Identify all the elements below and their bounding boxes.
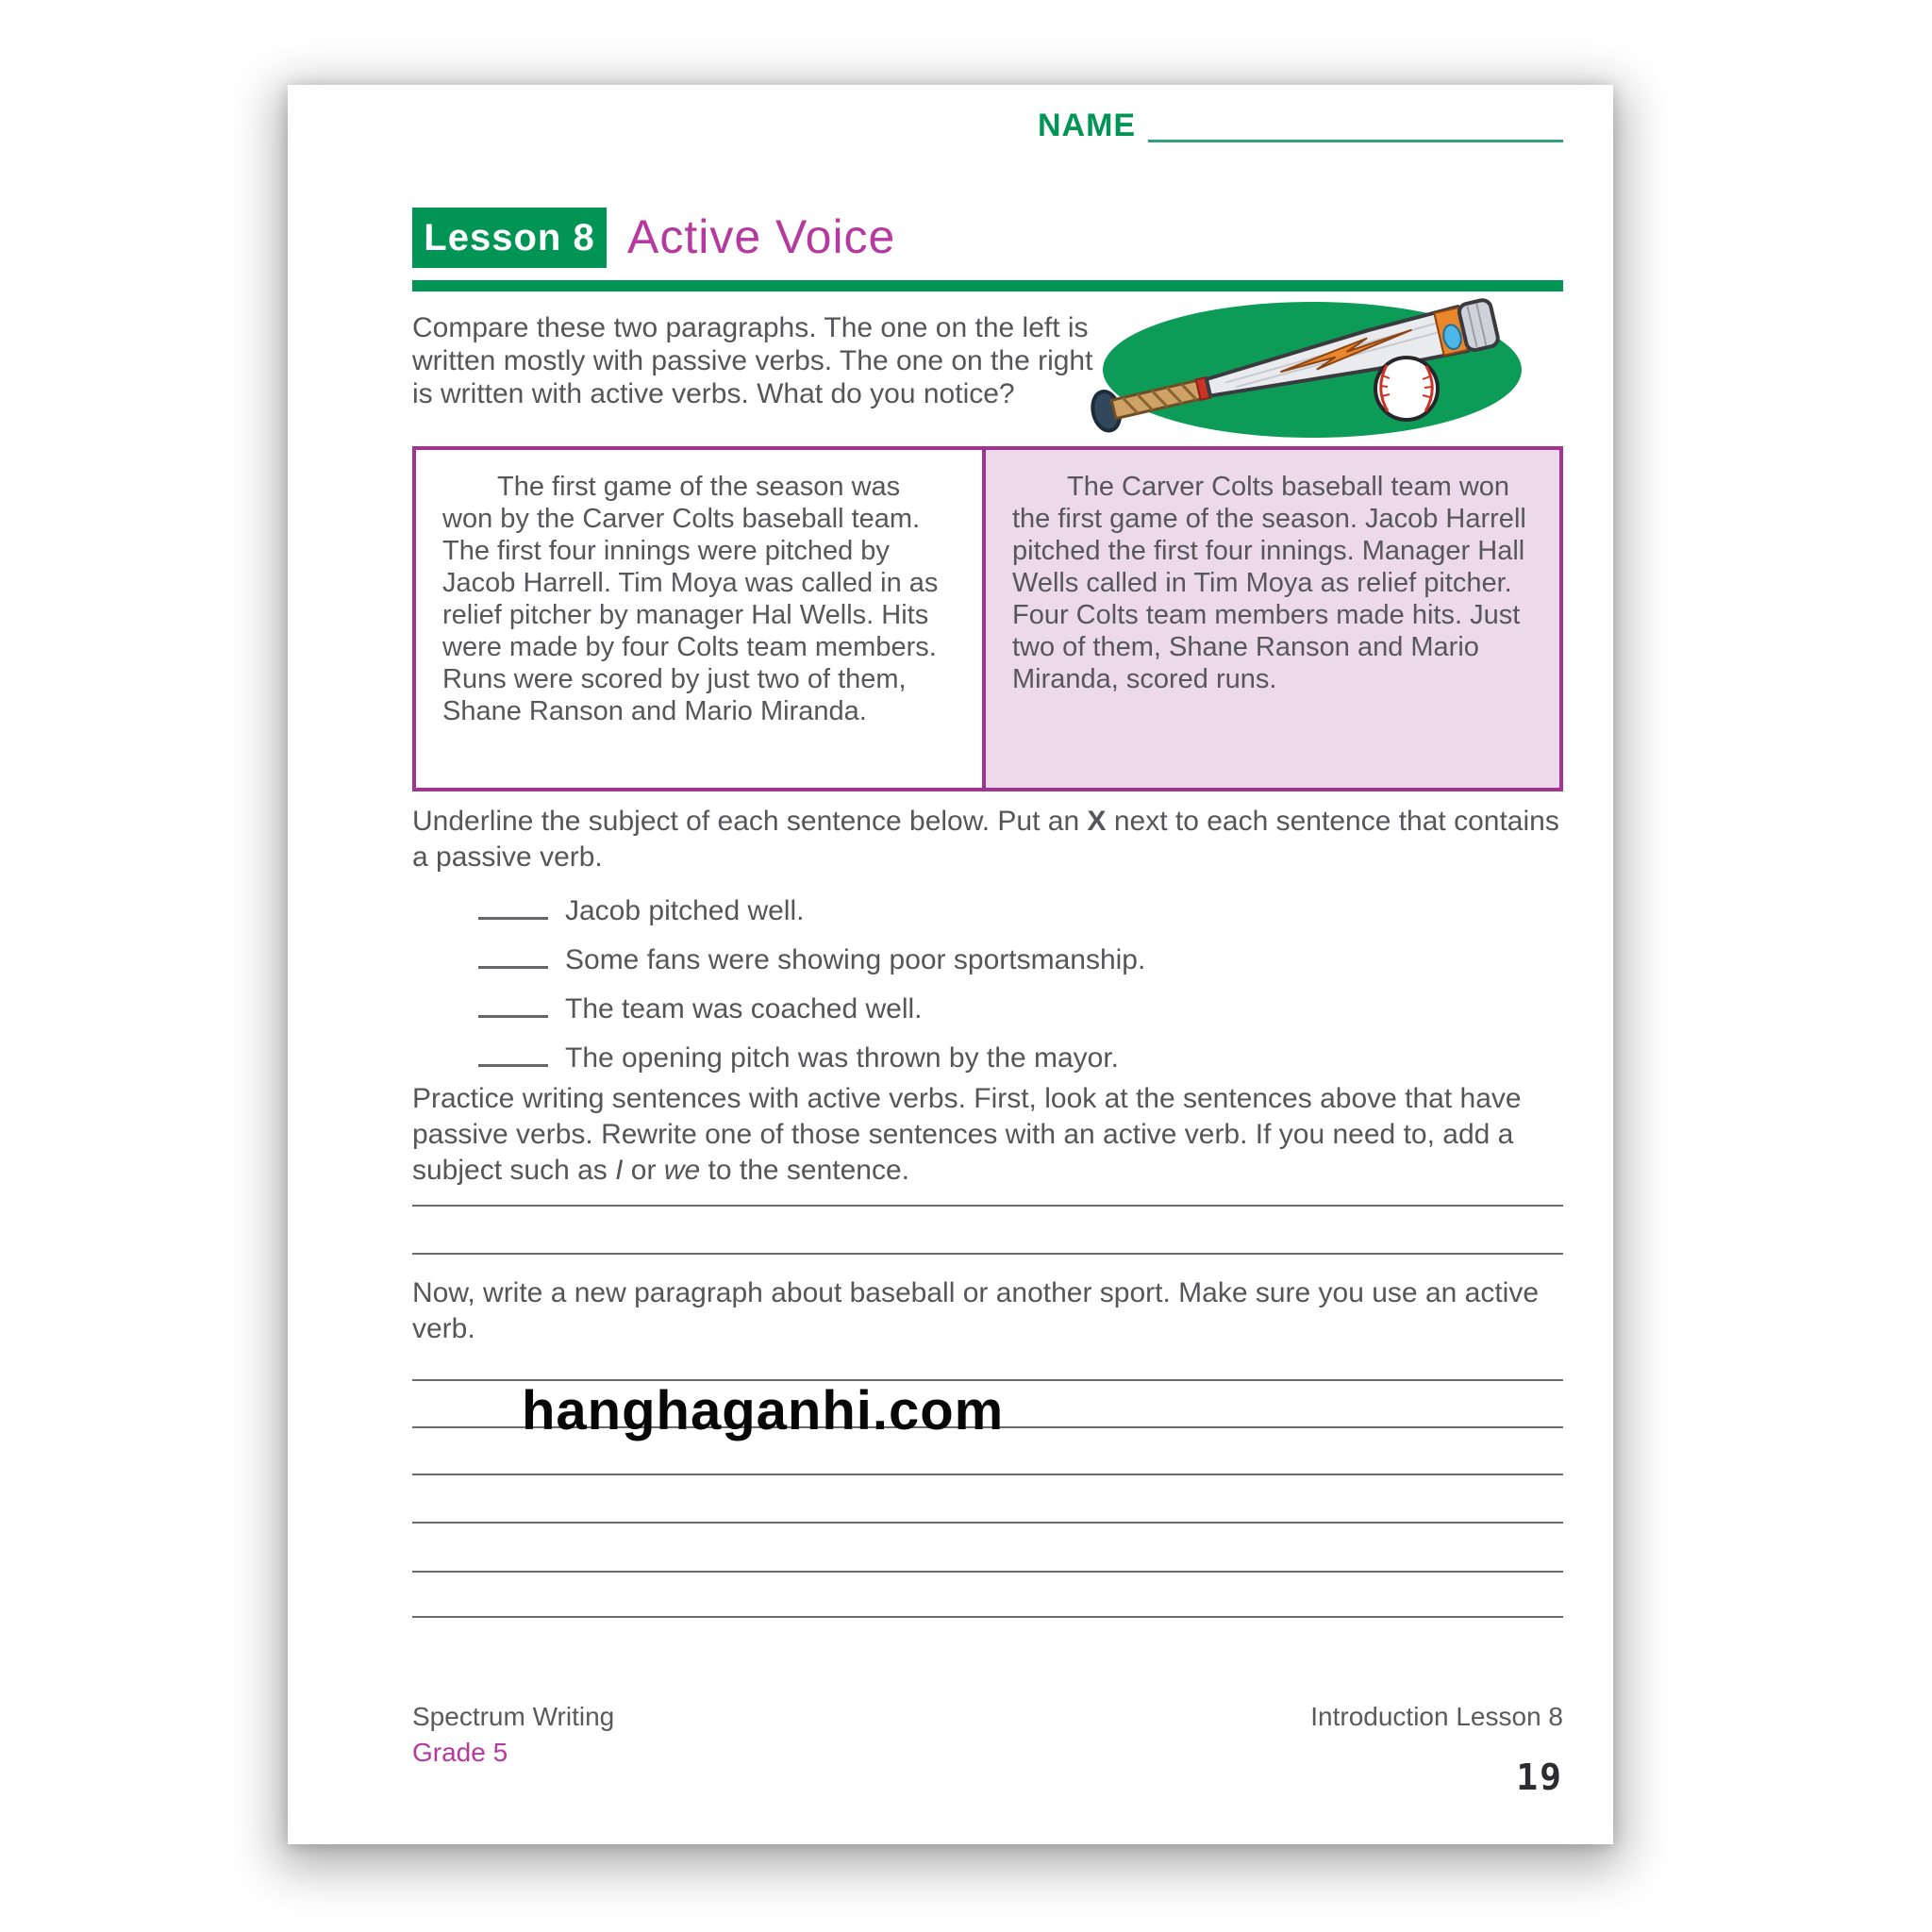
watermark-text: hanghaganhi.com (522, 1380, 1005, 1441)
baseball-icon (1375, 358, 1438, 420)
sentence-row (412, 1040, 1119, 1074)
practice-instructions-p1: Practice writing sentences with active verbs. First, look at the sentences above that have passive verbs. Rewrite one of those sentences with an active verb. If you need to, add a subject such as (412, 1083, 1522, 1186)
comparison-boxes (412, 446, 1563, 791)
lesson-badge: Lesson 8 (412, 208, 607, 268)
writing-line (412, 1616, 1563, 1618)
practice-instructions-we: we (663, 1155, 701, 1186)
writing-line (412, 1474, 1563, 1475)
writing-line (412, 1253, 1563, 1255)
practice-instructions (412, 1081, 1571, 1189)
name-fill-in-line (1148, 108, 1563, 142)
sentence-row (412, 892, 804, 927)
sentence-text: The opening pitch was thrown by the mayor. (565, 1042, 1119, 1074)
writing-line (412, 1522, 1563, 1524)
answer-blank (478, 892, 548, 920)
paragraph-instructions: Now, write a new paragraph about baseball or another sport. Make sure you use an active verb. (412, 1277, 1540, 1344)
sentence-text: The team was coached well. (565, 993, 923, 1024)
practice-instructions-i: I (615, 1155, 624, 1186)
answer-blank (478, 1040, 548, 1067)
sentence-row (412, 941, 1145, 976)
passive-paragraph-text: The first game of the season was won by the Carver Colts baseball team. The first four innings were pitched by Jacob Harrell. Tim Moya was called in as relief pitcher by manager Hal Wells. Hits were made by four Colts team members. Runs were scored by just two of them, Shane Ranson and Mario Miranda. (442, 472, 939, 726)
active-paragraph-text: The Carver Colts baseball team won the first game of the season. Jacob Harrell pitched the first four innings. Manager Hall Wells called in Tim Moya as relief pitcher. Four Colts team members made hits. Just two of them, Shane Ranson and Mario Miranda, scored runs. (1012, 472, 1526, 694)
underline-instructions-pre: Underline the subject of each sentence below. Put an (412, 806, 1088, 837)
worksheet-page (288, 85, 1613, 1844)
underline-instructions-x: X (1087, 806, 1107, 837)
answer-blank (478, 941, 548, 969)
sentence-text: Some fans were showing poor sportsmanship. (565, 944, 1146, 975)
practice-instructions-p2: or (623, 1155, 664, 1186)
footer-series: Spectrum Writing (412, 1702, 615, 1731)
answer-blank (478, 991, 548, 1018)
name-label: NAME (1038, 108, 1137, 143)
underline-instructions (412, 804, 1571, 875)
baseball-bat-and-ball-icon (1082, 291, 1539, 445)
writing-line (412, 1205, 1563, 1207)
passive-paragraph-box (412, 446, 986, 791)
writing-line (412, 1571, 1563, 1573)
intro-text: Compare these two paragraphs. The one on the left is written mostly with passive verbs. The one on the right is written with active verbs. What do you notice? (412, 312, 1093, 409)
sentence-text: Jacob pitched well. (565, 895, 805, 926)
underline-instructions-post: next to each sentence that contains a passive verb. (412, 806, 1559, 873)
active-paragraph-box (982, 446, 1563, 791)
page-number: 19 (1516, 1757, 1563, 1798)
sentence-row (412, 991, 923, 1025)
page-title: Active Voice (627, 210, 896, 263)
footer-grade: Grade 5 (412, 1738, 508, 1767)
practice-instructions-p3: to the sentence. (700, 1155, 910, 1186)
baseball-clipart-svg (1082, 291, 1539, 445)
footer-section: Introduction Lesson 8 (1310, 1702, 1563, 1731)
